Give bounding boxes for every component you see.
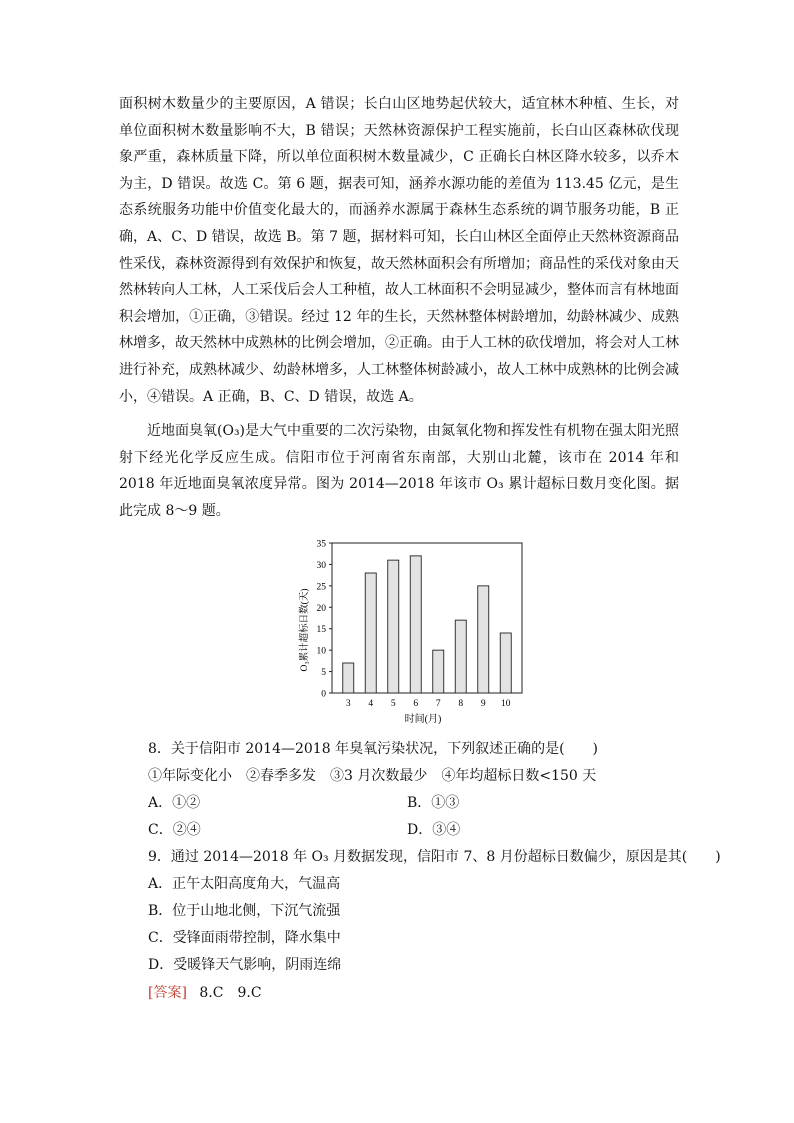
x-tick-label: 5 [390, 699, 396, 709]
x-tick-label: 3 [345, 699, 351, 709]
explanation-text: 面积树木数量少的主要原因，A 错误；长白山区地势起伏较大，适宜林木种植、生长，对单位面积树木数量影响不大，B 错误；天然林资源保护工程实施前，长白山区森林砍伐现象严重，森林质量下降，所以单位面积树木数量减少，C 正确长白林区降水较多，以乔木为主，D 错误。故选 C。第 6 题，据表可知，涵养水源功能的差值为 113.45 亿元，是生态系统服务功能中价值变化最大的，而涵养水源属于森林生态系统的调节服务功能，B 正确，A、C、D 错误，故选 B。第 7 题，据材料可知，长白山林区全面停止天然林资源商品性采伐，森林资源得到有效保护和恢复，故天然林面积会有所增加；商品性的采伐对象由天然林转向人工林，人工采伐后会人工种植，故人工林面积不会明显减少，整体而言有林地面积会增加，①正确，③错误。经过 12 年的生长，天然林整体树龄增加，幼龄林减少、成熟林增多，故天然林中成熟林的比例会增加，②正确。由于人工林的砍伐增加，将会对人工林进行补充，成熟林减少、幼龄林增多，人工林整体树龄减小，故人工林中成熟林的比例会减小，④错误。A 正确，B、C、D 错误，故选 A。 [119, 96, 679, 405]
o3-exceedance-bar-chart [290, 535, 530, 727]
answer-tag: [答案] [148, 985, 187, 1001]
x-tick-label: 7 [435, 699, 441, 709]
intro-text: 近地面臭氧(O₃)是大气中重要的二次污染物，由氮氧化物和挥发性有机物在强太阳光照射下经光化学反应生成。信阳市位于河南省东南部，大别山北麓，该市在 2014 年和 2018 年近地面臭氧浓度异常。图为 2014—2018 年该市 O₃ 累计超标日数月变化图。据此完成 8～9 题。 [119, 423, 680, 519]
y-tick-label: 5 [321, 668, 326, 679]
y-tick-label: 25 [316, 582, 326, 593]
q8-option-c: C．②④ [148, 822, 201, 838]
x-axis-label: 时间(月) [404, 714, 442, 725]
x-tick-label: 4 [368, 699, 374, 709]
plot-frame [332, 543, 522, 693]
x-tick-label: 6 [413, 699, 419, 709]
chart-axes [329, 543, 522, 693]
x-tick-label: 10 [501, 699, 511, 709]
q9-stem: 9．通过 2014—2018 年 O₃ 月数据发现，信阳市 7、8 月份超标日数偏少，原因是其( ) [148, 849, 721, 865]
y-tick-label: 35 [316, 539, 326, 550]
bar-month-9 [478, 586, 489, 693]
x-tick-label: 9 [480, 699, 486, 709]
bar-month-10 [500, 633, 511, 693]
chart-bars [343, 556, 512, 693]
q9-option-a: A．正午太阳高度角大，气温高 [148, 876, 341, 892]
bar-month-3 [343, 663, 354, 693]
bar-month-6 [410, 556, 421, 693]
q8-option-a: A．①② [148, 795, 201, 811]
bar-month-7 [433, 650, 444, 693]
explanation-paragraph [119, 91, 679, 410]
q8-statements: ①年际变化小 ②春季多发 ③3 月次数最少 ④年均超标日数<150 天 [148, 768, 597, 784]
y-axis-label: O₃累计超标日数(天) [300, 588, 310, 672]
y-tick-labels [317, 540, 327, 700]
answer-text: 8.C 9.C [199, 985, 262, 1001]
q8-stem: 8．关于信阳市 2014—2018 年臭氧污染状况，下列叙述正确的是( ) [148, 741, 598, 757]
y-tick-label: 10 [316, 646, 326, 657]
bar-month-8 [455, 620, 466, 693]
bar-month-5 [388, 560, 399, 693]
answer-line [148, 983, 262, 1003]
q9-option-c: C．受锋面雨带控制，降水集中 [148, 930, 341, 946]
y-tick-label: 20 [316, 603, 326, 614]
q8-option-b: B．①③ [407, 795, 460, 811]
x-tick-label: 8 [458, 699, 464, 709]
y-tick-label: 0 [321, 689, 326, 700]
x-tick-labels [346, 699, 511, 709]
question-intro [119, 418, 679, 524]
bar-month-4 [365, 573, 376, 693]
q9-option-b: B．位于山地北侧，下沉气流强 [148, 903, 341, 919]
q8-option-d: D．③④ [407, 822, 461, 838]
q9-option-d: D．受暖锋天气影响，阴雨连绵 [148, 957, 342, 973]
y-tick-label: 15 [316, 625, 326, 636]
y-tick-label: 30 [316, 560, 326, 571]
